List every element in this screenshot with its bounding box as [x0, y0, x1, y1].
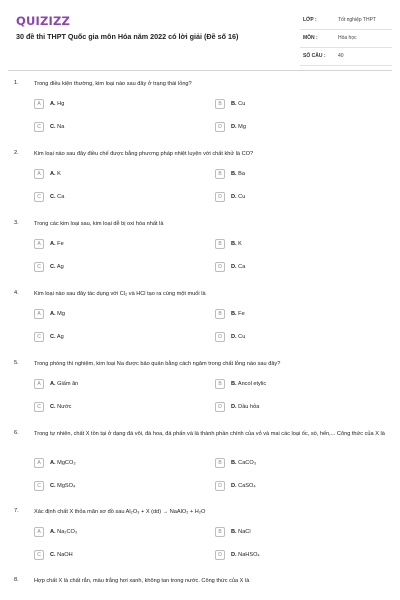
option-key: A	[34, 99, 44, 109]
option-key: C	[34, 481, 44, 491]
option-text: Cu	[238, 334, 246, 340]
meta-label: MÔN :	[303, 35, 318, 41]
option-key: D	[215, 481, 225, 491]
question-number: 6.	[14, 430, 19, 436]
option-key: D	[215, 192, 225, 202]
option-key: D	[215, 122, 225, 132]
option-text: Ca	[57, 194, 65, 200]
option-key-label: A.	[50, 311, 56, 317]
question-number: 7.	[14, 508, 19, 514]
option-key: C	[34, 262, 44, 272]
question-number: 8.	[14, 577, 19, 583]
option-key-label: A.	[50, 171, 56, 177]
option-key-label: C.	[50, 124, 56, 130]
option-text: MgCO₃	[57, 460, 76, 466]
option-key: D	[215, 332, 225, 342]
option-key: C	[34, 550, 44, 560]
option-key: A	[34, 169, 44, 179]
question-number: 3.	[14, 220, 19, 226]
option-text: Cu	[238, 194, 246, 200]
quizizz-logo: QUIZIZZ	[16, 14, 71, 28]
question-number: 1.	[14, 80, 19, 86]
option-key-label: C.	[50, 483, 56, 489]
option-key: C	[34, 402, 44, 412]
option-key-label: D.	[231, 483, 237, 489]
meta-value: Hóa học	[338, 35, 357, 41]
option-key-label: A.	[50, 460, 56, 466]
option-key-label: A.	[50, 241, 56, 247]
meta-row-subject	[300, 32, 392, 48]
option-text: NaHSO₄	[238, 552, 260, 558]
meta-value: 40	[338, 53, 344, 59]
meta-label: LỚP :	[303, 17, 317, 23]
option-text: Nước	[57, 404, 72, 410]
meta-row-count	[300, 50, 392, 66]
option-key-label: D.	[231, 404, 237, 410]
question-number: 4.	[14, 290, 19, 296]
meta-panel	[300, 14, 392, 68]
option-key: D	[215, 402, 225, 412]
question-number: 5.	[14, 360, 19, 366]
option-key: A	[34, 458, 44, 468]
meta-row-class	[300, 14, 392, 30]
option-key: A	[34, 309, 44, 319]
option-key-label: D.	[231, 552, 237, 558]
option-key: C	[34, 192, 44, 202]
meta-value: Tốt nghiệp THPT	[338, 17, 376, 23]
option-key-label: A.	[50, 529, 56, 535]
question-text: Hợp chất X là chất rắn, màu trắng hơi xanh, không tan trong nước. Công thức của X là	[34, 578, 250, 584]
question-number: 2.	[14, 150, 19, 156]
option-key-label: D.	[231, 194, 237, 200]
option-text: CaCO₃	[238, 460, 256, 466]
option-key-label: D.	[231, 124, 237, 130]
question-text: Kim loại nào sau đây điều chế được bằng phương pháp nhiệt luyện với chất khử là CO?	[34, 151, 254, 157]
option-key: A	[34, 239, 44, 249]
option-key-label: A.	[50, 101, 56, 107]
option-text: Na	[57, 124, 65, 130]
option-key: B	[215, 239, 225, 249]
option-key: A	[34, 379, 44, 389]
option-key-label: B.	[231, 311, 237, 317]
option-text: Mg	[57, 311, 65, 317]
option-key-label: B.	[231, 171, 237, 177]
question-text: Xác định chất X thỏa mãn sơ đồ sau Al₂O₃ + X (dd) → NaAlO₂ + H₂O	[34, 509, 206, 515]
option-text: CaSO₄	[238, 483, 256, 489]
question-text: Trong điều kiện thường, kim loại nào sau đây ở trạng thái lỏng?	[34, 81, 192, 87]
option-text: Cu	[238, 101, 246, 107]
option-key-label: C.	[50, 404, 56, 410]
option-text: K	[238, 241, 242, 247]
question-text: Trong tự nhiên, chất X tồn tại ở dạng đá vôi, đá hoa, đá phấn và là thành phần chính của vỏ và mai các loại ốc, sò, hến,... Công thức của X là	[34, 431, 385, 437]
option-text: Na₂CO₃	[57, 529, 78, 535]
header	[0, 0, 400, 72]
option-text: Ancol etylic	[237, 381, 267, 387]
option-key: D	[215, 550, 225, 560]
option-key-label: C.	[50, 194, 56, 200]
option-key-label: C.	[50, 334, 56, 340]
option-text: Dầu hỏa	[238, 404, 260, 410]
option-key: B	[215, 309, 225, 319]
option-text: Ba	[238, 171, 245, 177]
option-key-label: B.	[231, 460, 237, 466]
option-key-label: C.	[50, 552, 56, 558]
question-text: Trong các kim loại sau, kim loại dễ bị oxi hóa nhất là	[34, 221, 164, 227]
option-key: B	[215, 99, 225, 109]
option-text: NaOH	[57, 552, 73, 558]
option-text: Hg	[57, 101, 65, 107]
option-text: MgSO₄	[57, 483, 76, 489]
option-text: Ag	[56, 334, 64, 340]
meta-label: SỐ CÂU :	[303, 53, 326, 59]
document-title: 30 đề thi THPT Quốc gia môn Hóa năm 2022 có lời giải (Đề số 16)	[16, 32, 239, 41]
option-key: B	[215, 379, 225, 389]
option-text: Fe	[57, 241, 64, 247]
option-key-label: D.	[231, 334, 237, 340]
option-key-label: B.	[231, 381, 237, 387]
option-key-label: C.	[50, 264, 56, 270]
option-key: D	[215, 262, 225, 272]
option-key-label: B.	[231, 241, 237, 247]
option-key-label: B.	[231, 101, 237, 107]
option-key-label: B.	[231, 529, 237, 535]
option-text: Mg	[238, 124, 246, 130]
question-text: Trong phòng thí nghiệm, kim loại Na được bảo quản bằng cách ngâm trong chất lỏng nào sau đây?	[34, 361, 281, 367]
option-text: K	[57, 171, 61, 177]
option-text: Fe	[238, 311, 245, 317]
option-text: Giấm ăn	[57, 381, 79, 387]
option-text: Ag	[56, 264, 64, 270]
header-divider	[8, 70, 392, 71]
option-key: B	[215, 169, 225, 179]
option-key: A	[34, 527, 44, 537]
option-key-label: D.	[231, 264, 237, 270]
option-text: Ca	[238, 264, 246, 270]
option-text: NaCl	[238, 529, 251, 535]
question-text: Kim loại nào sau đây tác dụng với Cl₂ và HCl tạo ra cùng một muối là	[34, 291, 206, 297]
option-key: B	[215, 527, 225, 537]
option-key: C	[34, 332, 44, 342]
option-key: C	[34, 122, 44, 132]
option-key: B	[215, 458, 225, 468]
option-key-label: A.	[50, 381, 56, 387]
